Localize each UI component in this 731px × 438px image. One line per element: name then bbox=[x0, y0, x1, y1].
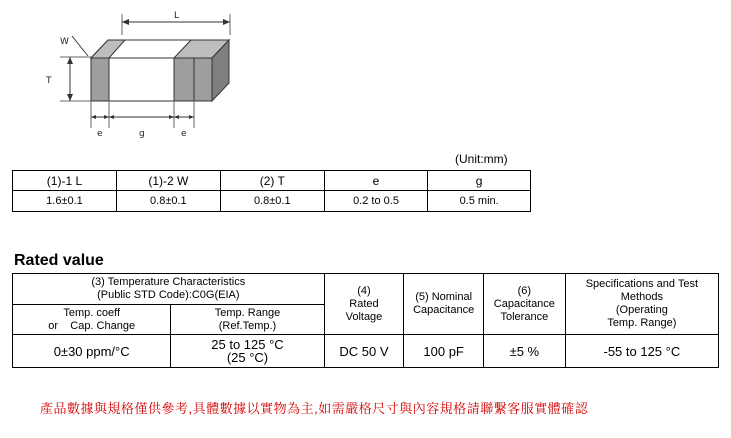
dimension-header-row bbox=[13, 171, 531, 191]
temp-range-header bbox=[171, 305, 324, 335]
temp-coeff-value: 0±30 ppm/°C bbox=[13, 335, 171, 368]
gap-label: g bbox=[139, 129, 145, 139]
capacitance-tolerance-header bbox=[483, 274, 565, 335]
disclaimer-note: 產品數據與規格僅供參考,具體數據以實物為主,如需嚴格尺寸與內容規格請聯繫客服實體確認 bbox=[40, 401, 589, 416]
temp-range-value-line1: 25 to 125 °C bbox=[211, 337, 284, 352]
temp-range-value-line2: (25 °C) bbox=[226, 350, 269, 365]
operating-range-value: -55 to 125 °C bbox=[565, 335, 718, 368]
rated-voltage-line3: Voltage bbox=[345, 310, 383, 323]
header-length: (1)-1 L bbox=[13, 171, 117, 191]
terminal-left-label: e bbox=[97, 129, 103, 139]
width-dimension bbox=[60, 36, 88, 56]
value-e: 0.2 to 0.5 bbox=[324, 191, 428, 212]
rated-header-row-1 bbox=[13, 274, 719, 305]
nominal-cap-line1: (5) Nominal bbox=[415, 291, 473, 303]
temp-range-value bbox=[171, 335, 324, 368]
temp-coeff-line2: or Cap. Change bbox=[48, 319, 136, 332]
nominal-capacitance-value: 100 pF bbox=[404, 335, 484, 368]
temp-characteristics-header bbox=[13, 274, 325, 305]
unit-label: (Unit:mm) bbox=[455, 152, 508, 166]
temp-coeff-header bbox=[13, 305, 171, 335]
temp-characteristics-line1: (3) Temperature Characteristics bbox=[91, 276, 246, 288]
spec-line3: (Operating bbox=[615, 304, 668, 316]
cap-tol-line2: Capacitance bbox=[493, 297, 555, 310]
rated-voltage-line2: Rated bbox=[349, 297, 379, 310]
length-dimension bbox=[122, 11, 230, 35]
nominal-capacitance-header bbox=[404, 274, 484, 335]
value-g: 0.5 min. bbox=[428, 191, 531, 212]
value-width: 0.8±0.1 bbox=[116, 191, 220, 212]
temp-range-line2: (Ref.Temp.) bbox=[218, 319, 277, 332]
temp-characteristics-line2: (Public STD Code):C0G(EIA) bbox=[97, 289, 240, 301]
header-g: g bbox=[428, 171, 531, 191]
header-e: e bbox=[324, 171, 428, 191]
terminal-right-label: e bbox=[181, 129, 187, 139]
length-label: L bbox=[174, 11, 180, 21]
capacitance-tolerance-value: ±5 % bbox=[483, 335, 565, 368]
thickness-label: T bbox=[46, 76, 52, 86]
rated-value-row bbox=[13, 335, 719, 368]
rated-value-table bbox=[12, 273, 719, 368]
width-label: W bbox=[60, 37, 69, 47]
rated-value-title: Rated value bbox=[14, 252, 104, 269]
chip-body bbox=[91, 40, 229, 101]
spec-line1: Specifications and Test bbox=[585, 278, 699, 290]
nominal-cap-line2: Capacitance bbox=[413, 304, 475, 316]
spec-line4: Temp. Range) bbox=[607, 317, 677, 329]
thickness-dimension bbox=[45, 57, 92, 101]
spec-line2: Methods bbox=[620, 291, 663, 303]
dimension-table bbox=[12, 170, 531, 212]
header-thickness: (2) T bbox=[220, 171, 324, 191]
rated-voltage-value: DC 50 V bbox=[324, 335, 404, 368]
cap-tol-line3: Tolerance bbox=[500, 310, 549, 323]
chip-dimension-diagram bbox=[0, 0, 260, 145]
cap-tol-line1: (6) bbox=[517, 284, 532, 297]
dimension-value-row bbox=[13, 191, 531, 212]
rated-voltage-line1: (4) bbox=[357, 284, 371, 297]
rated-voltage-header bbox=[324, 274, 404, 335]
terminal-gap-dimensions bbox=[91, 101, 194, 139]
header-width: (1)-2 W bbox=[116, 171, 220, 191]
value-thickness: 0.8±0.1 bbox=[220, 191, 324, 212]
spec-test-methods-header bbox=[565, 274, 718, 335]
temp-coeff-line1: Temp. coeff bbox=[63, 306, 121, 319]
value-length: 1.6±0.1 bbox=[13, 191, 117, 212]
temp-range-line1: Temp. Range bbox=[214, 306, 281, 319]
